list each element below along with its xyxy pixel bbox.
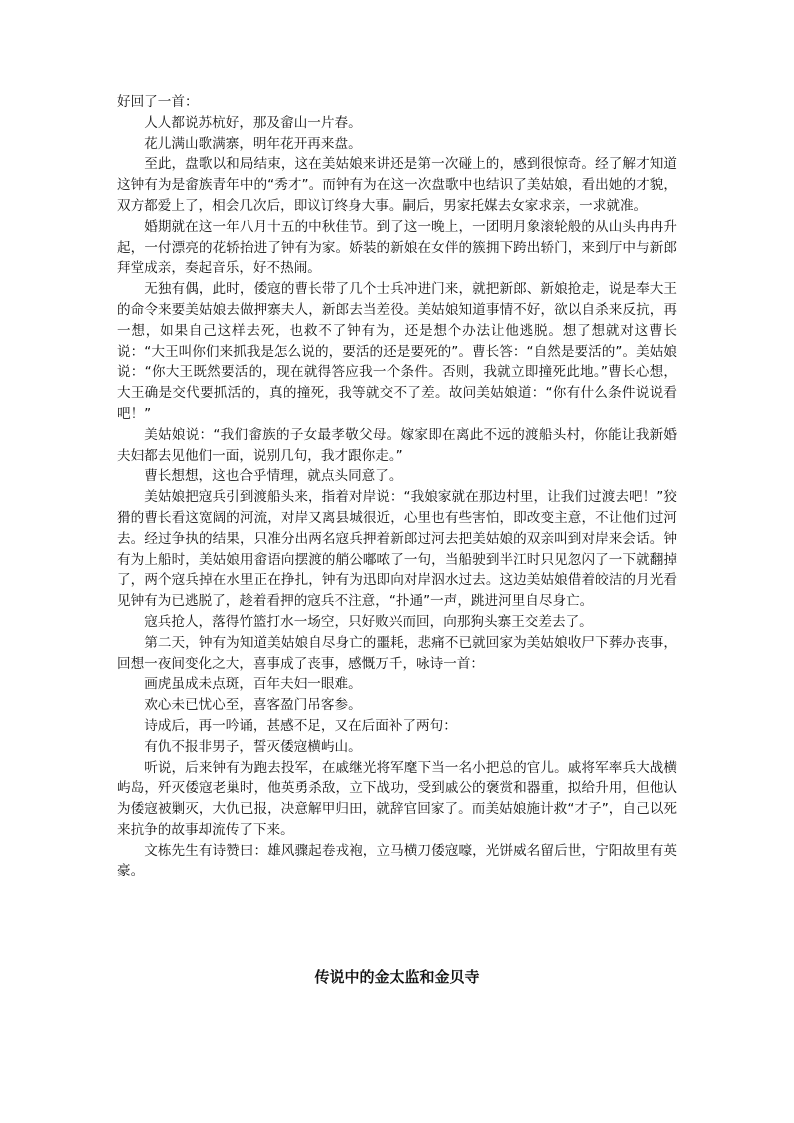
poem-line: 人人都说苏杭好，那及畲山一片春。 (144, 114, 362, 131)
paragraph: 美姑娘把寇兵引到渡船头来，指着对岸说：“我娘家就在那边村里，让我们过渡去吧！”狡猾的曹长看这宽阔的河流，对岸又离县城很近，心里也有些害怕，即改变主意，不让他们过河去。经过争执的结果，只准分出两名寇兵押着新郎过河去把美姑娘的双亲叫到对岸来会话。钟有为上船时，美姑娘用畲语向摆渡的艄公嘟哝了一句，当船驶到半江时只见忽闪了一下就翻掉了，两个寇兵掉在水里正在挣扎，钟有为迅即向对岸泅水过去。这边美姑娘借着皎洁的月光看见钟有为已逃脱了，趁着看押的寇兵不注意，“扑通”一声，跳进河里自尽身亡。 (117, 489, 677, 610)
paragraph: 好回了一首： (117, 94, 199, 110)
paragraph: 寇兵抢人，落得竹篮打水一场空，只好败兴而回，向那狗头寨王交差去了。 (144, 613, 593, 630)
paragraph: 美姑娘说：“我们畲族的子女最孝敬父母。嫁家即在离此不远的渡船头村，你能让我新婚夫妇都去见他们一面，说别几句，我才跟你走。” (117, 426, 677, 464)
paragraph: 婚期就在这一年八月十五的中秋佳节。到了这一晚上，一团明月象滚轮般的从山头冉冉升起，一付漂亮的花轿抬进了钟有为家。娇装的新娘在女伴的簇拥下跨出轿门，来到厅中与新郎拜堂成亲，奏起音乐，好不热闹。 (117, 218, 677, 277)
poem-line: 花儿满山歌满寨，明年花开再来盘。 (144, 135, 362, 152)
poem-line: 画虎虽成未点斑，百年夫妇一眼难。 (144, 676, 362, 693)
paragraph: 文栋先生有诗赞曰：雄风骤起卷戎袍，立马横刀倭寇嚎，光饼威名留后世，宁阳故里有英豪。 (117, 842, 677, 880)
poem-line: 欢心未已忧心至，喜客盈门吊客参。 (144, 697, 362, 714)
section-title: 传说中的金太监和金贝寺 (314, 968, 480, 986)
paragraph: 曹长想想，这也合乎情理，就点头同意了。 (144, 468, 403, 485)
poem-line: 有仇不报非男子，誓灭倭寇横屿山。 (144, 738, 362, 755)
paragraph: 第二天，钟有为知道美姑娘自尽身亡的噩耗，悲痛不已就回家为美姑娘收尸下葬办丧事，回想一夜间变化之大，喜事成了丧事，感慨万千，咏诗一首： (117, 634, 677, 672)
paragraph: 听说，后来钟有为跑去投军，在戚继光将军麾下当一名小把总的官儿。戚将军率兵大战横屿岛，歼灭倭寇老巢时，他英勇杀敌，立下战功，受到戚公的褒赏和器重，拟给升用，但他认为倭寇被剿灭，大仇已报，决意解甲归田，就辞官回家了。而美姑娘施计救“才子”，自己以死来抗争的故事却流传了下来。 (117, 759, 677, 838)
paragraph: 诗成后，再一吟诵，甚感不足，又在后面补了两句： (144, 717, 457, 734)
body-text (117, 92, 677, 882)
paragraph: 至此，盘歌以和局结束，这在美姑娘来讲还是第一次碰上的，感到很惊奇。经了解才知道这钟有为是畲族青年中的“秀才”。而钟有为在这一次盘歌中也结识了美姑娘，看出她的才貌，双方都爱上了，相会几次后，即议订终身大事。嗣后，男家托媒去女家求亲，一求就准。 (117, 156, 677, 214)
paragraph: 无独有偶，此时，倭寇的曹长带了几个士兵冲进门来，就把新郎、新娘抢走，说是奉大王的命令来要美姑娘去做押寨夫人，新郎去当差役。美姑娘知道事情不好，欲以自杀来反抗，再一想，如果自己这样去死，也救不了钟有为，还是想个办法让他逃脱。想了想就对这曹长说：“大王叫你们来抓我是怎么说的，要活的还是要死的”。曹长答：“自然是要活的”。美姑娘说：“你大王既然要活的，现在就得答应我一个条件。否则，我就立即撞死此地。”曹长心想，大王确是交代要抓活的，真的撞死，我等就交不了差。故问美姑娘道：“你有什么条件说说看吧！” (117, 281, 677, 422)
